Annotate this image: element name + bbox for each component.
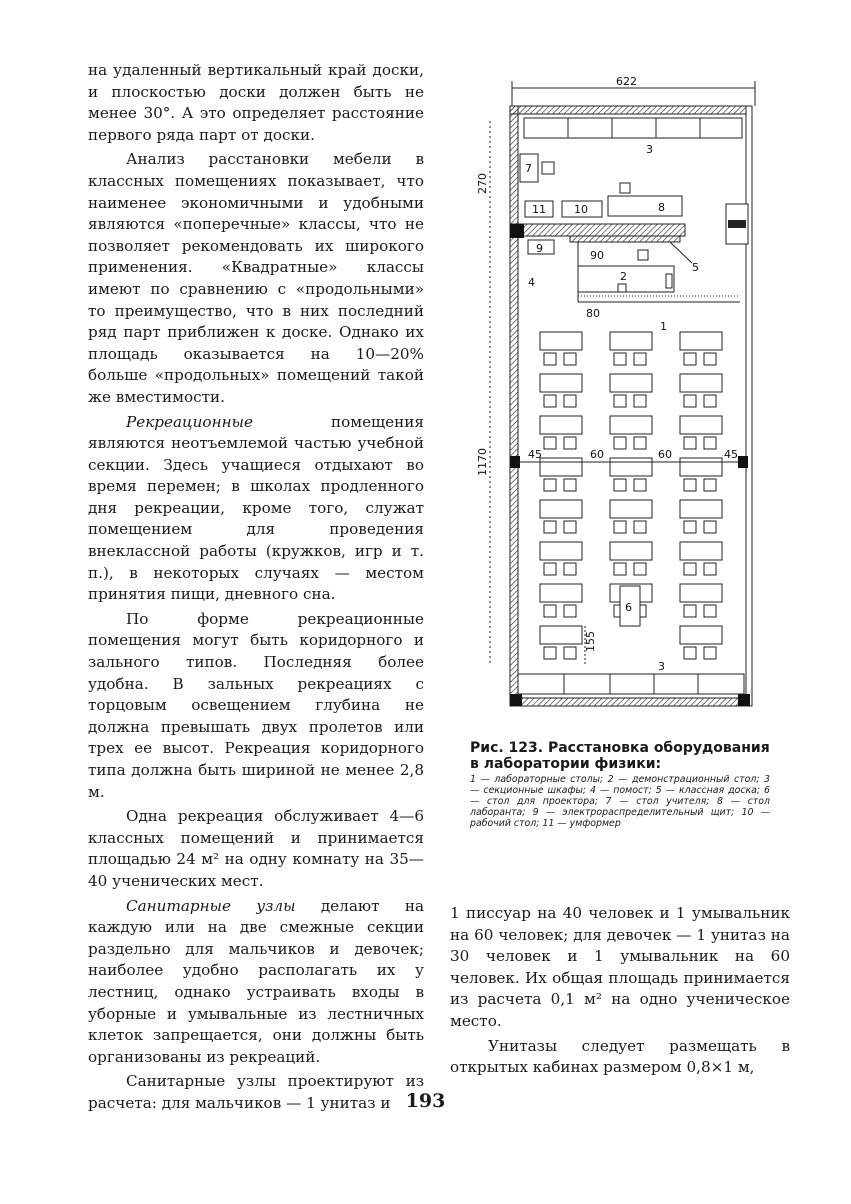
stool <box>704 563 716 575</box>
right-text-column <box>450 903 790 1079</box>
south-wall <box>510 698 750 706</box>
lab-desk <box>610 458 652 476</box>
lab-desk <box>610 332 652 350</box>
column <box>510 694 522 706</box>
stool <box>564 479 576 491</box>
lab-desk <box>680 584 722 602</box>
figure-caption-title: Рис. 123. Расстановка оборудования в лаборатории физики: <box>470 740 770 772</box>
stool <box>564 647 576 659</box>
stool <box>704 395 716 407</box>
paragraph: Унитазы следует размещать в открытых кабинах размером 0,8×1 м, <box>450 1036 790 1077</box>
lab-desk <box>540 374 582 392</box>
stool <box>544 521 556 533</box>
column <box>738 456 748 468</box>
label-11: 11 <box>532 203 546 216</box>
lab-desk <box>540 626 582 644</box>
lab-desk <box>540 542 582 560</box>
stool <box>564 395 576 407</box>
lab-desk <box>610 416 652 434</box>
stool <box>634 437 646 449</box>
lab-floor-plan <box>470 66 770 716</box>
assistant-table <box>608 196 682 216</box>
label-9: 9 <box>536 242 543 255</box>
lab-desk <box>680 416 722 434</box>
aisle-45-right: 45 <box>724 448 738 461</box>
stool <box>684 647 696 659</box>
aisle-60-a: 60 <box>590 448 604 461</box>
stool <box>704 437 716 449</box>
stool <box>634 479 646 491</box>
lab-desk <box>610 500 652 518</box>
paragraph-text: помещения являются неотъемлемой частью учебной секции. Здесь учащиеся отдыхают во время перемен; в школах продленного дня рекреации, кроме того, служат помещением для проведения внеклассной работы (кружков, игр и т. п.), в некоторых случаях — местом принятия пищи, дневного сна. <box>88 412 424 604</box>
lab-desk <box>680 458 722 476</box>
lab-desk <box>610 374 652 392</box>
paragraph: Анализ расстановки мебели в классных помещениях показывает, что наименее экономичными и удобными являются «поперечные» классы, что не позволяет рекомендовать их широкого применения. «Квадратные» классы имеют по сравнению с «продольными» то преимущество, что в них последний ряд парт приближен к доске. Однако их площадь оказывается на 10—20% больше «продольных» помещений такой же вместимости. <box>88 150 424 406</box>
label-6: 6 <box>625 601 632 614</box>
label-80: 80 <box>586 307 600 320</box>
lab-desk <box>610 542 652 560</box>
stool <box>684 395 696 407</box>
stool <box>704 479 716 491</box>
paragraph: Одна рекреация обслуживает 4—6 классных помещений и принимается площадью 24 м² на одну комнату на 35—40 ученических мест. <box>88 807 424 890</box>
stool <box>634 521 646 533</box>
stool <box>704 521 716 533</box>
lab-desk <box>540 458 582 476</box>
stool <box>704 647 716 659</box>
stool <box>564 605 576 617</box>
lab-desk <box>680 542 722 560</box>
stool <box>684 521 696 533</box>
label-1: 1 <box>660 320 667 333</box>
paragraph <box>88 896 424 1069</box>
stool <box>634 353 646 365</box>
paragraph-text: делают на каждую или на две смежные секции раздельно для мальчиков и девочек; наиболее удобно располагать их у лестниц, однако устраивать входы в уборные и умывальные из лестничных клеток запрещается, они должны быть организованы из рекреаций. <box>88 896 425 1066</box>
label-10: 10 <box>574 203 588 216</box>
label-5: 5 <box>692 261 699 274</box>
stool <box>704 605 716 617</box>
stool <box>614 437 626 449</box>
stool <box>614 479 626 491</box>
stool <box>614 521 626 533</box>
stool <box>544 605 556 617</box>
label-8: 8 <box>658 201 665 214</box>
stool <box>704 353 716 365</box>
stool <box>684 437 696 449</box>
stool <box>564 437 576 449</box>
lab-desk <box>540 500 582 518</box>
lab-desk <box>540 416 582 434</box>
page-number: 193 <box>405 1090 446 1112</box>
dim-155: 155 <box>584 631 597 652</box>
dim-top: 270 <box>476 173 489 194</box>
section-cabinets-bottom <box>518 674 744 694</box>
stool <box>614 353 626 365</box>
stool <box>684 563 696 575</box>
stool <box>684 479 696 491</box>
label-3-bottom: 3 <box>658 660 665 673</box>
stool <box>684 605 696 617</box>
label-7: 7 <box>525 162 532 175</box>
paragraph: на удаленный вертикальный край доски, и плоскостью доски должен быть не менее 30°. А это определяет расстояние первого ряда парт от доски. <box>88 61 424 144</box>
stool <box>544 479 556 491</box>
stool <box>544 395 556 407</box>
lab-desk <box>680 332 722 350</box>
stool <box>564 521 576 533</box>
lab-desk <box>680 374 722 392</box>
paragraph: По форме рекреационные помещения могут быть коридорного и зального типов. Последняя более удобна. В зальных рекреациях с торцовым освещением глубина не должна превышать двух пролетов или трех ее высот. Рекреация коридорного типа должна быть шириной не менее 2,8 м. <box>88 609 424 801</box>
label-3-top: 3 <box>646 143 653 156</box>
stool <box>634 395 646 407</box>
west-wall <box>510 106 518 706</box>
paragraph: 1 писсуар на 40 человек и 1 умывальник на 60 человек; для девочек — 1 унитаз на 30 человек и 1 умывальник на 60 человек. Их общая площадь принимается из расчета 0,1 м² на одно ученическое место. <box>450 904 790 1030</box>
section-cabinets-top <box>524 118 742 138</box>
board <box>570 236 680 242</box>
stool <box>544 353 556 365</box>
figure-caption-legend: 1 — лабораторные столы; 2 — демонстрационный стол; 3 — секционные шкафы; 4 — помост; 5 — классная доска; 6 — стол для проектора; 7 — стол учителя; 8 — стол лаборанта; 9 — электрораспределительный щит; 10 — рабочий стол; 11 — умформер <box>470 774 770 829</box>
stool <box>614 563 626 575</box>
lab-desk <box>680 500 722 518</box>
stool <box>544 647 556 659</box>
north-wall <box>510 106 750 114</box>
italic-term: Санитарные узлы <box>126 896 296 915</box>
dim-width: 622 <box>616 75 637 88</box>
paragraph <box>88 412 424 606</box>
lab-desk <box>680 626 722 644</box>
italic-term: Рекреационные <box>126 412 253 431</box>
label-4: 4 <box>528 276 535 289</box>
label-90: 90 <box>590 249 604 262</box>
aisle-45-left: 45 <box>528 448 542 461</box>
aisle-60-b: 60 <box>658 448 672 461</box>
lab-desk <box>540 584 582 602</box>
lab-desk <box>540 332 582 350</box>
stool <box>544 563 556 575</box>
column <box>738 694 750 706</box>
stool <box>634 563 646 575</box>
east-wall <box>746 106 752 706</box>
paragraph: Санитарные узлы проектируют из расчета: для мальчиков — 1 унитаз и <box>88 1072 424 1112</box>
stool <box>614 395 626 407</box>
partition-wall <box>510 224 685 236</box>
stool <box>564 353 576 365</box>
dim-room: 1170 <box>476 448 489 476</box>
stool <box>544 437 556 449</box>
stool <box>564 563 576 575</box>
left-text-column <box>88 60 424 1115</box>
label-2: 2 <box>620 270 627 283</box>
column <box>510 224 524 238</box>
stool <box>684 353 696 365</box>
